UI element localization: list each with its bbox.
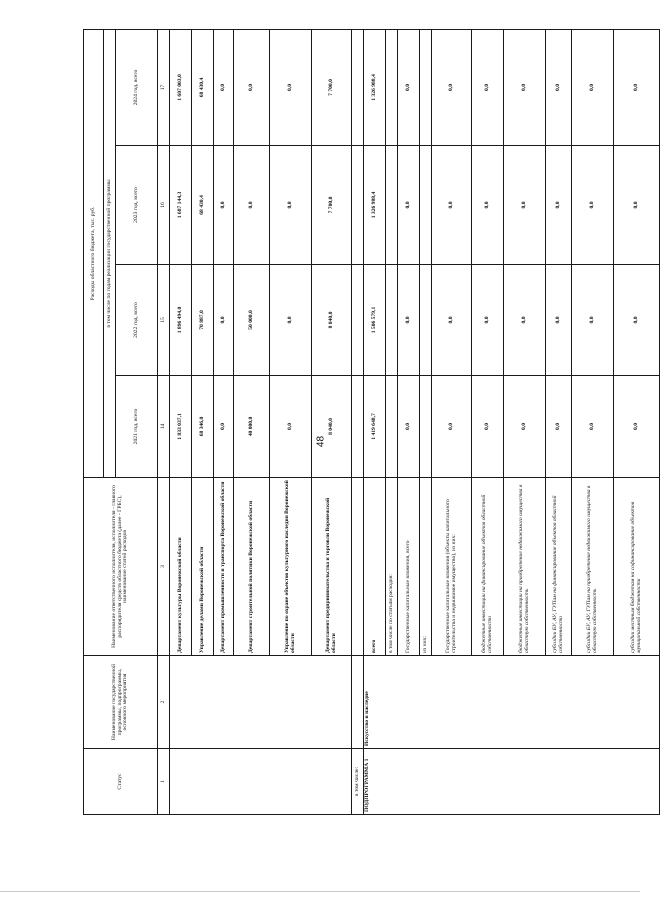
value-2022: 0,0 xyxy=(504,265,546,376)
subprogram-status-cell: ПОДПРОГРАММА 1 xyxy=(364,749,660,815)
column-index: 17 xyxy=(158,29,170,145)
value-2024: 0,0 xyxy=(270,29,312,145)
value-2023: 1 326 988,4 xyxy=(364,146,386,265)
executor-cell: из них: xyxy=(420,478,432,656)
column-index: 2 xyxy=(158,656,170,749)
value-2024: 0,0 xyxy=(572,29,614,145)
status-cell: в том числе: xyxy=(352,749,364,815)
value-2023: 0,0 xyxy=(572,146,614,265)
value-2021 xyxy=(420,376,432,478)
value-2024: 0,0 xyxy=(546,29,572,145)
value-2023: 0,0 xyxy=(432,146,472,265)
value-2022: 1 896 494,0 xyxy=(170,265,192,376)
value-2021: 40 000,0 xyxy=(234,376,270,478)
executor-cell: субсидии БУ, АУ, ГУПам на приобретение недвижимого имущества в областную собственность xyxy=(572,478,614,656)
value-2022: 0,0 xyxy=(472,265,504,376)
column-index: 16 xyxy=(158,146,170,265)
executor-cell: Государственные капитальные вложения (объекты капитального строительства и недвижимое имущество), из них: xyxy=(432,478,472,656)
value-2023: 0,0 xyxy=(546,146,572,265)
value-2022 xyxy=(386,265,398,376)
value-2021: 0,0 xyxy=(432,376,472,478)
value-2021 xyxy=(352,376,364,478)
value-2024: 0,0 xyxy=(432,29,472,145)
value-2024: 0,0 xyxy=(504,29,546,145)
budget-table xyxy=(83,29,660,815)
value-2023: 1 687 144,3 xyxy=(170,146,192,265)
value-2023 xyxy=(352,146,364,265)
status-cell xyxy=(170,749,352,815)
value-2021: 0,0 xyxy=(572,376,614,478)
value-2024: 0,0 xyxy=(398,29,420,145)
value-2023: 68 430,4 xyxy=(192,146,214,265)
value-2023: 0,0 xyxy=(614,146,660,265)
column-index: 14 xyxy=(158,376,170,478)
executor-cell: бюджетные инвестиции на приобретение недвижимого имущества в областную собственность xyxy=(504,478,546,656)
year-2021-header: 2021 год, всего xyxy=(116,376,158,478)
program-name-header: Наименование государственной программы, подпрограммы, основного мероприятия xyxy=(84,656,158,749)
value-2021: 1 419 648,7 xyxy=(364,376,386,478)
value-2024: 0,0 xyxy=(214,29,234,145)
value-2021: 0,0 xyxy=(398,376,420,478)
value-2024: 7 700,0 xyxy=(312,29,352,145)
value-2023: 0,0 xyxy=(234,146,270,265)
executor-cell: субсидии БУ, АУ, ГУПам на финансирование объектов областной собственности xyxy=(546,478,572,656)
subprogram-name-cell: Искусство и наследие xyxy=(364,656,660,749)
executor-cell: Департамент культуры Воронежской области xyxy=(170,478,192,656)
value-2021: 0,0 xyxy=(504,376,546,478)
value-2021: 0,0 xyxy=(614,376,660,478)
value-2022 xyxy=(352,265,364,376)
column-index: 15 xyxy=(158,265,170,376)
value-2022: 70 887,0 xyxy=(192,265,214,376)
table-row xyxy=(352,29,364,814)
executor-cell: Департамент строительной политики Воронежской области xyxy=(234,478,270,656)
year-2024-header: 2024 год, всего xyxy=(116,29,158,145)
executor-cell: Управление по охране объектов культурного наследия Воронежской области xyxy=(270,478,312,656)
value-2024: 1 326 988,4 xyxy=(364,29,386,145)
value-2023: 7 700,0 xyxy=(312,146,352,265)
value-2022: 0,0 xyxy=(270,265,312,376)
value-2023: 0,0 xyxy=(504,146,546,265)
executor-cell: Департамент предпринимательства и торговли Воронежской области xyxy=(312,478,352,656)
value-2024: 68 430,4 xyxy=(192,29,214,145)
status-header: Статус xyxy=(84,749,158,815)
value-2021: 0,0 xyxy=(546,376,572,478)
value-2023 xyxy=(420,146,432,265)
value-2022 xyxy=(420,265,432,376)
value-2021: 68 346,0 xyxy=(192,376,214,478)
executor-cell: в том числе по статьям расходов: xyxy=(386,478,398,656)
value-2023: 0,0 xyxy=(472,146,504,265)
value-2023: 0,0 xyxy=(398,146,420,265)
page-bottom-rule xyxy=(0,891,640,892)
program-cell xyxy=(170,656,352,749)
executor-cell: Государственные капитальные вложения, всего xyxy=(398,478,420,656)
executor-cell xyxy=(352,478,364,656)
value-2022: 0,0 xyxy=(546,265,572,376)
value-2023 xyxy=(386,146,398,265)
executor-header: Наименование ответственного исполнителя, исполнителя - главного распорядителя средств областного бюджета (далее - ГРБС), наименование статей расходов xyxy=(84,478,158,656)
value-2024: 0,0 xyxy=(614,29,660,145)
value-2023: 0,0 xyxy=(214,146,234,265)
column-index: 3 xyxy=(158,478,170,656)
value-2023: 0,0 xyxy=(270,146,312,265)
value-2022: 0,0 xyxy=(614,265,660,376)
column-index: 1 xyxy=(158,749,170,815)
executor-cell: бюджетные инвестиции на финансирование объектов областной собственности xyxy=(472,478,504,656)
table-row xyxy=(170,29,192,814)
value-2024: 1 607 003,0 xyxy=(170,29,192,145)
value-2021: 8 040,0 xyxy=(312,376,352,478)
value-2024 xyxy=(352,29,364,145)
value-2021: 0,0 xyxy=(214,376,234,478)
budget-table-rotated xyxy=(83,30,642,815)
value-2021: 1 833 037,1 xyxy=(170,376,192,478)
year-2022-header: 2022 год, всего xyxy=(116,265,158,376)
value-2021: 0,0 xyxy=(270,376,312,478)
value-2021: 0,0 xyxy=(472,376,504,478)
year-2023-header: 2023 год, всего xyxy=(116,146,158,265)
value-2021 xyxy=(386,376,398,478)
value-2024: 0,0 xyxy=(472,29,504,145)
value-2022: 50 000,0 xyxy=(234,265,270,376)
executor-cell: всего xyxy=(364,478,386,656)
program-cell xyxy=(352,656,364,749)
value-2022: 0,0 xyxy=(398,265,420,376)
value-2022: 0,0 xyxy=(432,265,472,376)
value-2022: 1 506 579,1 xyxy=(364,265,386,376)
value-2024 xyxy=(386,29,398,145)
executor-cell: Управление делами Воронежской области xyxy=(192,478,214,656)
value-2024: 0,0 xyxy=(234,29,270,145)
executor-cell: субсидии местным бюджетам на софинансирование объектов муниципальной собственности xyxy=(614,478,660,656)
by-years-header: в том числе по годам реализации государственной программы xyxy=(104,29,116,477)
value-2024 xyxy=(420,29,432,145)
table-row xyxy=(364,29,386,814)
value-2022: 0,0 xyxy=(572,265,614,376)
value-2022: 8 040,0 xyxy=(312,265,352,376)
executor-cell: Департамент промышленности и транспорта Воронежской области xyxy=(214,478,234,656)
page-number: 48 xyxy=(315,435,327,448)
value-2022: 0,0 xyxy=(214,265,234,376)
budget-header: Расходы областного бюджета, тыс. руб. xyxy=(84,29,104,477)
